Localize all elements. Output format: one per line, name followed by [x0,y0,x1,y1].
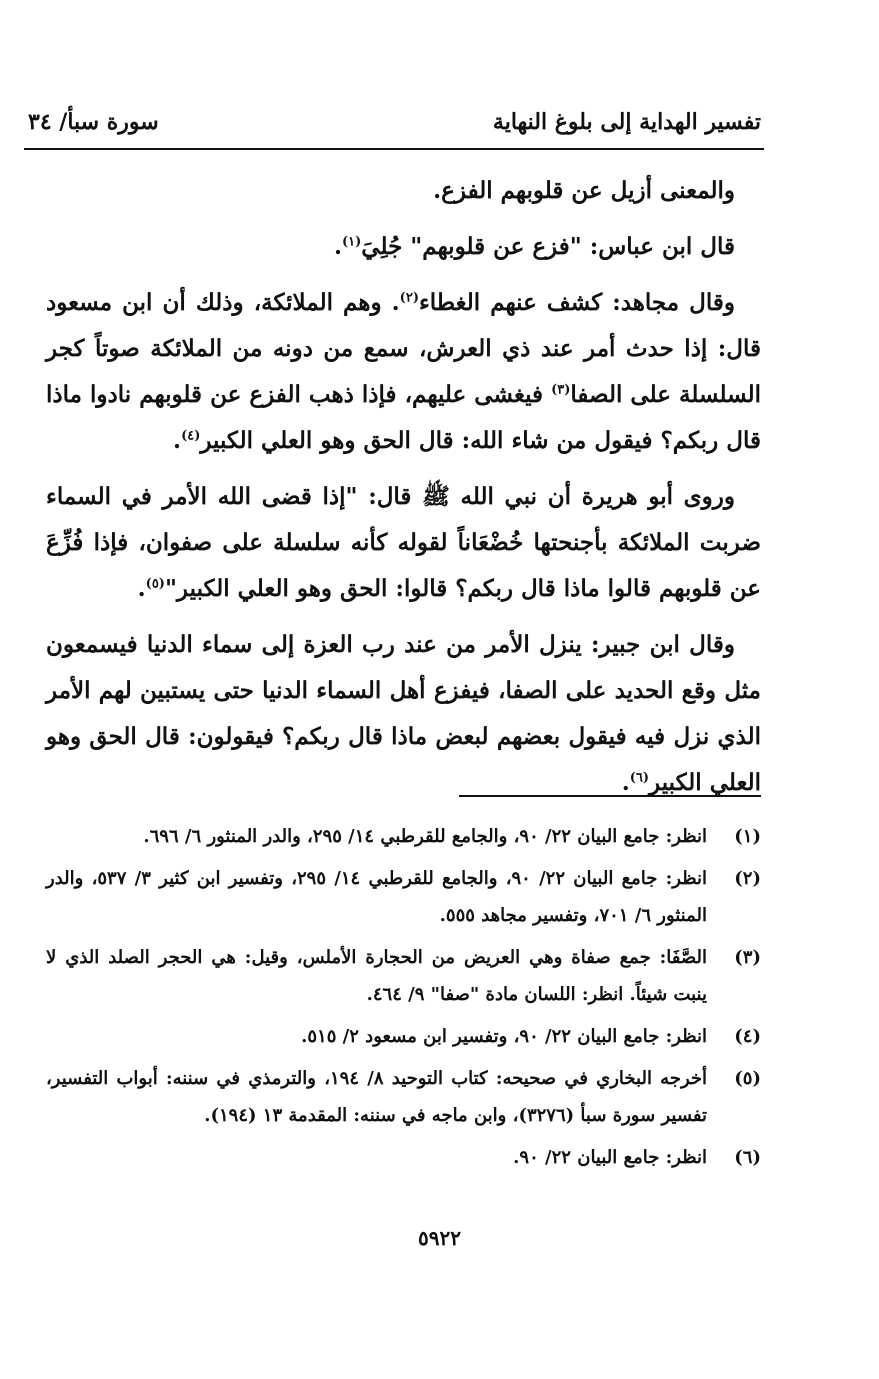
paragraph [46,280,761,464]
paragraph-text: وقال ابن جبير: ينزل الأمر من عند رب العزة إلى سماء الدنيا فيسمعون مثل وقع الحديد على الصفا، فيفزع أهل السماء الدنيا حتى يستبين لهم الأمر الذي نزل فيه فيقول بعضهم لبعض ماذا قال ربكم؟ فيقولون: قال الحق وهو العلي الكبير [46,631,761,796]
paragraph [46,474,761,612]
paragraph-text: والمعنى أزيل عن قلوبهم الفزع. [433,177,735,204]
footnote-item [46,1060,761,1134]
footnote-item [46,818,761,855]
paragraph-text-tail: . وهم الملائكة، وذلك أن ابن مسعود قال: إذا حدث أمر عند ذي العرش، سمع من دونه من الملائكة صوتاً كجر السلسلة على الصفا [46,289,761,408]
paragraph [46,622,761,806]
header-divider [24,148,764,150]
paragraph-text: قال ابن عباس: "فزع عن قلوبهم" جُلِيَ [361,233,735,260]
footnote-number: (٤) [734,1026,761,1047]
footnote-divider [459,795,761,797]
paragraph-text-tail: . [333,233,342,260]
paragraph-text-tail: . [137,575,146,602]
footnotes [46,818,761,1181]
footnote-marker: (٣) [551,382,571,398]
footnote-marker: (٦) [629,770,650,786]
footnote-text: انظر: جامع البيان ٢٢/ ٩٠، والجامع للقرطبي ١٤/ ٢٩٥، وتفسير ابن كثير ٣/ ٥٣٧، والدر المنثور ٦/ ٧٠١، وتفسير مجاهد ٥٥٥. [46,868,707,926]
footnote-item [46,939,761,1013]
footnote-number: (٥) [734,1068,761,1089]
surah-reference: سورة سبأ/ ٣٤ [28,109,159,135]
footnote-marker: (٢) [399,290,419,306]
footnote-marker: (٥) [145,576,165,592]
paragraph [46,168,761,214]
paragraph-text: وروى أبو هريرة أن نبي الله ﷺ قال: "إذا قضى الله الأمر في السماء ضربت الملائكة بأجنحتها خُضْعَاناً لقوله كأنه سلسلة على صفوان، فإذا فُزِّعَ عن قلوبهم قالوا ماذا قال ربكم؟ قالوا: الحق وهو العلي الكبير" [46,483,761,602]
footnote-text: أخرجه البخاري في صحيحه: كتاب التوحيد ٨/ ١٩٤، والترمذي في سننه: أبواب التفسير، تفسير سورة سبأ (٣٢٧٦)، وابن ماجه في سننه: المقدمة ١٣ (١٩٤). [46,1068,708,1126]
main-text [46,168,761,816]
footnote-item [46,860,761,934]
paragraph-text-tail: . [173,427,182,454]
footnote-number: (٦) [734,1147,761,1168]
footnote-text: انظر: جامع البيان ٢٢/ ٩٠، والجامع للقرطبي ١٤/ ٢٩٥، والدر المنثور ٦/ ٦٩٦. [143,826,707,847]
footnote-marker: (١) [341,234,362,250]
page-number: ٥٩٢٢ [418,1226,461,1250]
paragraph-text-tail: . [621,769,630,796]
footnote-text: الصَّفَا: جمع صفاة وهي العريض من الحجارة الأملس، وقيل: هي الحجر الصلد الذي لا ينبت شيئاً. انظر: اللسان مادة "صفا" ٩/ ٤٦٤. [46,947,707,1005]
paragraph [46,224,761,270]
paragraph-text: وقال مجاهد: كشف عنهم الغطاء [418,289,735,316]
footnote-item [46,1018,761,1055]
footnote-text: انظر: جامع البيان ٢٢/ ٩٠، وتفسير ابن مسعود ٢/ ٥١٥. [301,1026,707,1047]
footnote-marker: (٤) [181,428,201,444]
footnote-item [46,1139,761,1176]
footnote-number: (٢) [734,868,761,889]
footnote-number: (٣) [734,947,761,968]
footnote-number: (١) [734,826,761,847]
footnote-text: انظر: جامع البيان ٢٢/ ٩٠. [513,1147,707,1168]
book-title: تفسير الهداية إلى بلوغ النهاية [492,109,761,135]
running-header [28,104,761,140]
paragraph-text-tail: فيغشى عليهم، فإذا ذهب الفزع عن قلوبهم نادوا ماذا قال ربكم؟ فيقول من شاء الله: قال الحق وهو العلي الكبير [46,381,761,454]
